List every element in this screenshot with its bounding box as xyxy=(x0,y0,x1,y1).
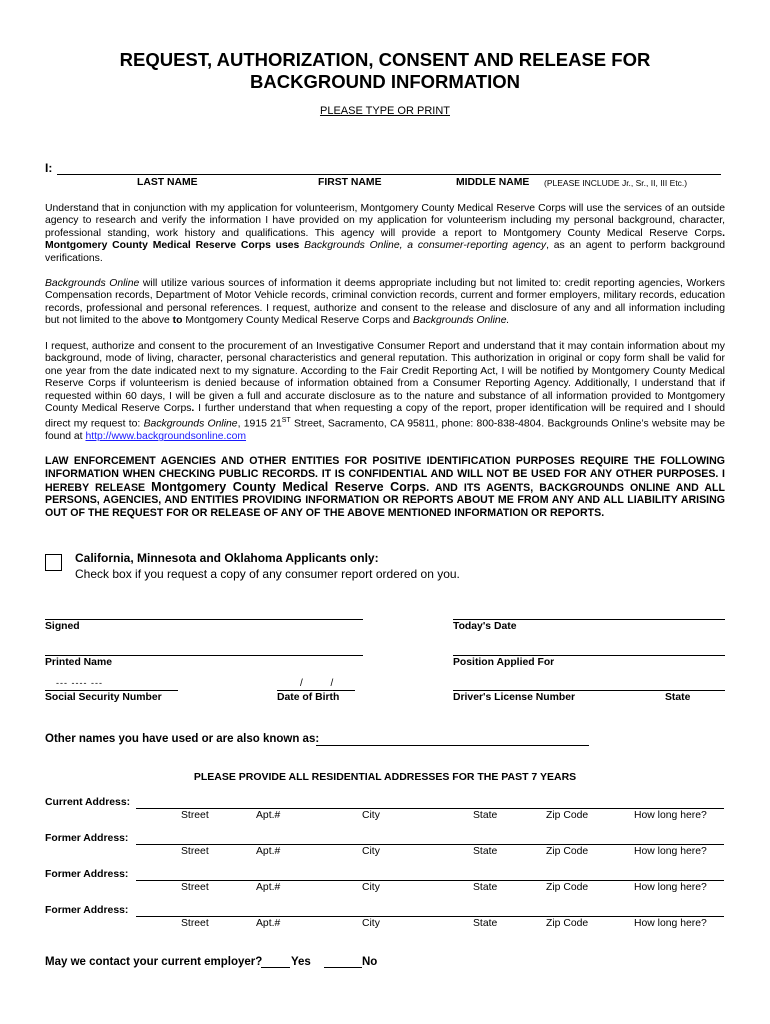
todays-date-label: Today's Date xyxy=(453,621,517,632)
address-row-label: Current Address: xyxy=(45,797,131,808)
dob-mask: / / xyxy=(300,678,334,689)
address-line xyxy=(136,808,724,809)
address-row-label: Former Address: xyxy=(45,905,129,916)
position-field[interactable] xyxy=(453,639,725,655)
para1-text-a: Understand that in conjunction with my application for volunteerism, Montgomery County Medical Reserve Corps will use the services of an outside agency to research and verify the information I have provided on my application for volunteerism including my personal background, character, professional standing, work history and qualifications. This agency will provide a report to Montgomery County Medical Reserve Corps xyxy=(45,203,725,239)
address-col-street-label: Street xyxy=(181,918,209,929)
law-text-a: LAW ENFORCEMENT AGENCIES AND OTHER ENTITIES FOR POSITIVE IDENTIFICATION PURPOSES REQUIRE THE FOLLOWING INFORMATION WHEN CHECKING PUBLIC RECORDS. IT IS CONFIDENTIAL AND WILL NOT BE USED FOR ANY OTHER PURPOSES. I HEREBY RELEASE xyxy=(45,455,725,494)
address-col-zip-label: Zip Code xyxy=(546,882,589,893)
other-names-line xyxy=(316,745,589,746)
dl-state-label: State xyxy=(665,692,691,703)
middle-name-label: MIDDLE NAME xyxy=(456,177,530,188)
address-input-field[interactable] xyxy=(136,829,724,845)
address-col-city-label: City xyxy=(362,810,380,821)
para3-agency-name: Backgrounds Online xyxy=(143,418,238,430)
drivers-license-line xyxy=(453,690,725,691)
ssn-field[interactable] xyxy=(45,675,178,691)
para3-text-b: . xyxy=(191,403,195,415)
contact-yes-line xyxy=(261,967,290,968)
address-row-label: Former Address: xyxy=(45,869,129,880)
consent-paragraph-1 xyxy=(45,203,725,265)
law-enforcement-paragraph xyxy=(45,455,725,520)
para2-text-b: will utilize various sources of information it deems appropriate including but not limited to: credit reporting agencies, Workers Compensation records, Department of Motor Vehicle records, criminal conviction records, current and former employers, military records, education records, professional and personal references. I request, authorize and consent to the release and disclosure of any and all information including but not limited to the above xyxy=(45,278,725,327)
contact-yes-label: Yes xyxy=(291,956,311,968)
other-names-label: Other names you have used or are also known as: xyxy=(45,733,320,745)
name-prefix: I: xyxy=(45,161,53,175)
state-applicants-text: Check box if you request a copy of any consumer report ordered on you. xyxy=(75,567,460,581)
para1-text-b: . Montgomery County Medical Reserve Corps uses xyxy=(45,227,725,252)
dob-line xyxy=(277,690,355,691)
para2-text-c: to xyxy=(172,315,183,327)
printed-name-field[interactable] xyxy=(45,639,363,655)
address-col-street-label: Street xyxy=(181,846,209,857)
consent-paragraph-2 xyxy=(45,278,725,328)
para2-agency-name: Backgrounds Online xyxy=(45,278,140,289)
drivers-license-field[interactable] xyxy=(453,675,725,691)
suffix-note: (PLEASE INCLUDE Jr., Sr., II, III Etc.) xyxy=(544,178,688,188)
address-col-street-label: Street xyxy=(181,810,209,821)
contact-no-line xyxy=(324,967,362,968)
para2-text-e: Backgrounds Online. xyxy=(412,315,510,327)
dob-field[interactable] xyxy=(277,675,355,691)
consumer-report-copy-checkbox[interactable] xyxy=(45,554,62,571)
address-col-state-label: State xyxy=(473,918,498,929)
consent-paragraph-3 xyxy=(45,341,725,444)
form-title-line2: BACKGROUND INFORMATION xyxy=(250,71,520,92)
address-line xyxy=(136,880,724,881)
address-col-apt-label: Apt.# xyxy=(256,882,281,893)
contact-employer-question: May we contact your current employer? xyxy=(45,956,263,968)
address-col-street-label: Street xyxy=(181,882,209,893)
address-line xyxy=(136,844,724,845)
law-text-c: . AND ITS AGENTS, BACKGROUNDS ONLINE AND ALL PERSONS, AGENCIES, AND ENTITIES PROVIDING INFORMATION OR REPORTS ABOUT ME FROM ANY AND ALL LIABILITY ARISING OUT OF THE REQUEST FOR OR RELEASE OF ANY OF THE ABOVE MENTIONED INFORMATION OR REPORTS. xyxy=(45,481,725,520)
state-applicants-heading: California, Minnesota and Oklahoma Applicants only: xyxy=(75,551,379,565)
address-input-field[interactable] xyxy=(136,793,724,809)
dob-label: Date of Birth xyxy=(277,692,340,703)
first-name-label: FIRST NAME xyxy=(318,177,382,188)
signature-field[interactable] xyxy=(45,603,363,619)
address-col-city-label: City xyxy=(362,882,380,893)
address-col-howlong-label: How long here? xyxy=(634,882,707,893)
printed-name-label: Printed Name xyxy=(45,657,112,668)
drivers-license-label: Driver's License Number xyxy=(453,692,576,703)
address-row-label: Former Address: xyxy=(45,833,129,844)
address-col-howlong-label: How long here? xyxy=(634,810,707,821)
contact-no-label: No xyxy=(362,956,378,968)
para2-text-d: Montgomery County Medical Reserve Corps and xyxy=(182,315,413,327)
addresses-heading: PLEASE PROVIDE ALL RESIDENTIAL ADDRESSES FOR THE PAST 7 YEARS xyxy=(193,771,577,783)
address-input-field[interactable] xyxy=(136,865,724,881)
address-col-howlong-label: How long here? xyxy=(634,918,707,929)
address-col-zip-label: Zip Code xyxy=(546,846,589,857)
para1-agency-name: Backgrounds Online, a consumer-reporting agency xyxy=(304,240,547,252)
address-col-city-label: City xyxy=(362,846,380,857)
address-col-apt-label: Apt.# xyxy=(256,846,281,857)
address-col-apt-label: Apt.# xyxy=(256,918,281,929)
para3-text-e: , 1915 21 xyxy=(237,418,282,430)
form-title-line1: REQUEST, AUTHORIZATION, CONSENT AND RELEASE FOR xyxy=(119,49,651,70)
address-line xyxy=(136,916,724,917)
address-input-field[interactable] xyxy=(136,901,724,917)
para3-superscript: ST xyxy=(281,417,291,425)
address-col-zip-label: Zip Code xyxy=(546,810,589,821)
printed-name-line xyxy=(45,655,363,656)
address-col-state-label: State xyxy=(473,810,498,821)
address-col-state-label: State xyxy=(473,882,498,893)
address-col-zip-label: Zip Code xyxy=(546,918,589,929)
last-name-label: LAST NAME xyxy=(137,177,198,188)
form-instruction: PLEASE TYPE OR PRINT xyxy=(319,105,450,117)
address-col-howlong-label: How long here? xyxy=(634,846,707,857)
para3-text-c: I further understand that when requesting a copy of the report, proper identification will be required and I should direct my request to: xyxy=(45,403,725,430)
todays-date-field[interactable] xyxy=(453,603,725,619)
full-name-field[interactable] xyxy=(57,158,721,174)
signed-label: Signed xyxy=(45,621,80,632)
ssn-line xyxy=(45,690,178,691)
ssn-mask: --- ---- --- xyxy=(56,678,103,688)
para3-text-f: Street, Sacramento, CA 95811, phone: 800-838-4804. Backgrounds Online’s website may be found at xyxy=(45,418,725,443)
backgroundsonline-link[interactable]: http://www.backgroundsonline.com xyxy=(85,431,247,443)
position-line xyxy=(453,655,725,656)
address-col-state-label: State xyxy=(473,846,498,857)
other-names-field[interactable] xyxy=(316,729,589,745)
full-name-line xyxy=(57,174,721,175)
signature-line xyxy=(45,619,363,620)
para3-text-a: I request, authorize and consent to the procurement of an Investigative Consumer Report and understand that it may contain information about my background, mode of living, character, personal characteristics and general reputation. This authorization in original or copy form shall be valid for one year from the date indicated next to my signature. According to the Fair Credit Reporting Act, I will be notified by Montgomery County Medical Reserve Corps if volunteerism is denied because of information obtained from a Consumer Reporting Agency. Additionally, I understand that if requested within 60 days, I will be given a full and accurate disclosure as to the nature and substance of all information provided to Montgomery County Medical Reserve Corps xyxy=(45,341,725,415)
position-label: Position Applied For xyxy=(453,657,555,668)
address-col-apt-label: Apt.# xyxy=(256,810,281,821)
address-col-city-label: City xyxy=(362,918,380,929)
ssn-label: Social Security Number xyxy=(45,692,162,703)
para1-text-d: , as an agent to perform background verifications. xyxy=(45,240,725,264)
todays-date-line xyxy=(453,619,725,620)
law-org-name: Montgomery County Medical Reserve Corps xyxy=(151,479,427,494)
